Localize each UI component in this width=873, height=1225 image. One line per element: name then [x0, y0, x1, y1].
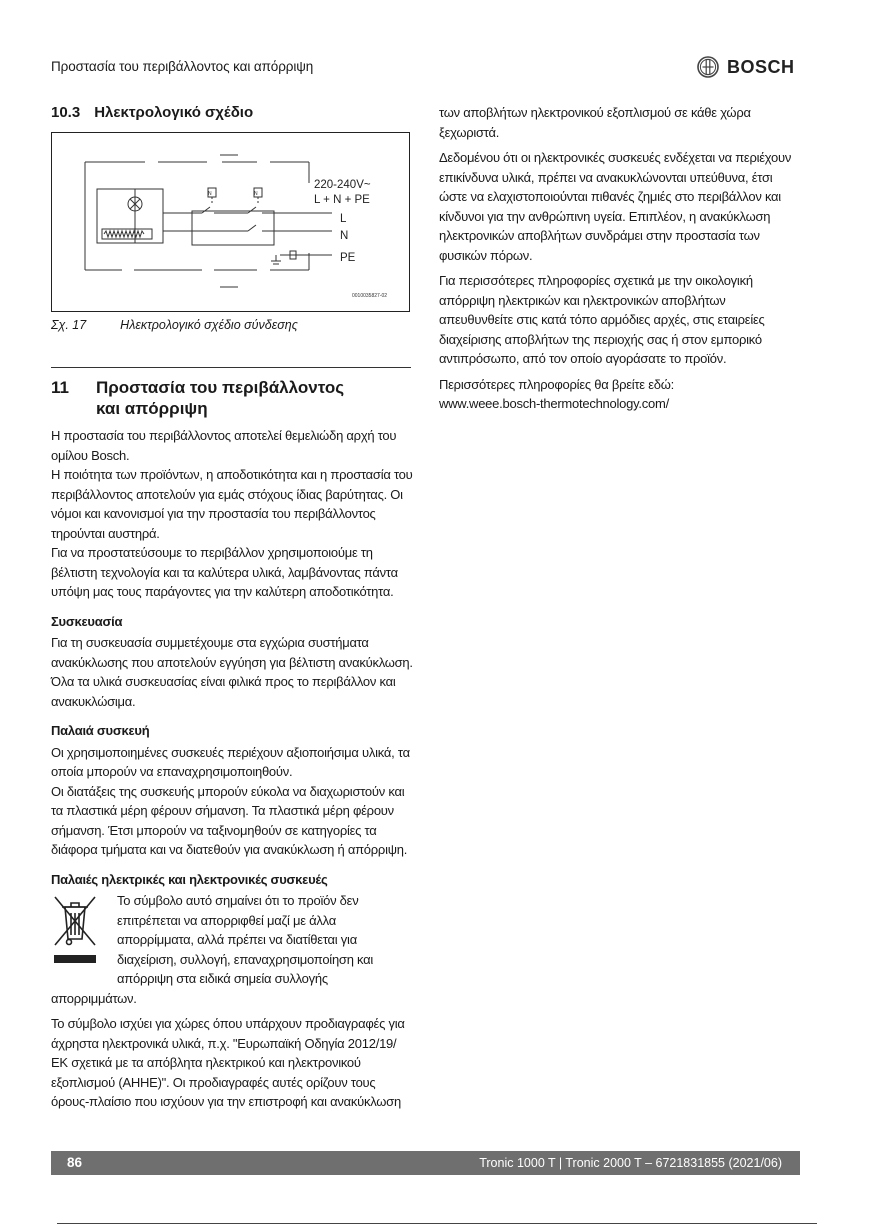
- terminal-n-label: N: [340, 230, 349, 242]
- more-info-label: Περισσότερες πληροφορίες θα βρείτε εδώ:: [439, 376, 674, 392]
- page-footer: [51, 1151, 800, 1175]
- terminal-l-label: L: [340, 213, 347, 225]
- bottom-rule: [57, 1223, 817, 1224]
- page-number: 86: [67, 1155, 83, 1170]
- wiring-diagram: [52, 133, 409, 311]
- weee-symbol-text: Το σύμβολο αυτό σημαίνει ότι το προϊόν δεν επιτρέπεται να απορριφθεί μαζί με άλλα απορρίμματα, αλλά πρέπει να διατίθεται για διαχείριση, συλλογή, επαναχρησιμοποίηση και απόρριψη στα ειδικά σημεία συλλογής: [117, 893, 374, 986]
- packaging-heading: Συσκευασία: [51, 613, 123, 629]
- paragraph: Οι χρησιμοποιημένες συσκευές περιέχουν αξιοποιήσιμα υλικά, τα οποία μπορούν να επαναχρησιμοποιηθούν.: [51, 744, 410, 779]
- figure-number: Σχ. 17: [51, 318, 87, 332]
- relay-label-1: N: [208, 191, 212, 197]
- running-header: Προστασία του περιβάλλοντος και απόρριψη: [51, 59, 314, 74]
- paragraph: Οι διατάξεις της συσκευής μπορούν εύκολα να διαχωριστούν και τα πλαστικά μέρη φέρουν σήμανση. Τα πλαστικά μέρη φέρουν σήμανση. Έτσι μπορούν να ταξινομηθούν σε κατηγορίες τα διάφορα τμήματα και να διατεθούν για ανακύκλωση ή απόρριψη.: [51, 783, 408, 857]
- figure-caption-text: Ηλεκτρολογικό σχέδιο σύνδεσης: [120, 318, 298, 332]
- section-title: Προστασία του περιβάλλοντος και απόρριψη: [96, 378, 345, 418]
- section-11-heading: [51, 377, 366, 419]
- old-device-heading: Παλαιά συσκευή: [51, 723, 150, 738]
- document-reference: Tronic 1000 T | Tronic 2000 T – 6721831855 (2021/06): [479, 1156, 782, 1170]
- right-column-body: [439, 103, 801, 414]
- figure-caption: [51, 318, 298, 332]
- bosch-logo: [697, 56, 795, 78]
- paragraph: Το σύμβολο ισχύει για χώρες όπου υπάρχουν προδιαγραφές για άχρηστα ηλεκτρονικά υλικά, π.χ. "Ευρωπαϊκή Οδηγία 2012/19/ ΕΚ σχετικά με τα απόβλητα ηλεκτρικού και ηλεκτρονικού εξοπλισμού (ΑΗΗΕ)". Οι προδιαγραφές αυτές ορίζουν τους όρους-πλαίσιο που ισχύουν για την επιστροφή και ανακύκλωση: [51, 1016, 405, 1109]
- section-title: Ηλεκτρολογικό σχέδιο: [94, 104, 254, 121]
- paragraph: Δεδομένου ότι οι ηλεκτρονικές συσκευές ενδέχεται να περιέχουν επικίνδυνα υλικά, πρέπει να ανακυκλώνονται υπεύθυνα, έτσι ώστε να ελαχιστοποιούνται πιθανές ζημιές στο περιβάλλον και κίνδυνοι για την ανθρώπινη υγεία. Επιπλέον, η ανακύκλωση ηλεκτρονικών αποβλήτων συνδράμει στην προστασία των φυσικών πόρων.: [439, 150, 792, 263]
- paragraph: Η ποιότητα των προϊόντων, η αποδοτικότητα και η προστασία του περιβάλλοντος αποτελούν για εμάς στόχους ίδιας βαρύτητας. Οι νόμοι και κανονισμοί για την προστασία του περιβάλλοντος τηρούνται αυστηρά.: [51, 467, 413, 541]
- wiring-diagram-figure: [51, 132, 410, 312]
- brand-name: BOSCH: [727, 56, 795, 77]
- section-number: 10.3: [51, 104, 81, 121]
- weee-link[interactable]: www.weee.bosch-thermotechnology.com/: [439, 396, 669, 411]
- weee-heading: Παλαιές ηλεκτρικές και ηλεκτρονικές συσκευές: [51, 871, 328, 887]
- bosch-armature-icon: [697, 56, 719, 78]
- supply-label: L + N + PE: [314, 194, 370, 206]
- paragraph: Για περισσότερες πληροφορίες σχετικά με την οικολογική απόρριψη ηλεκτρικών και ηλεκτρονικών αποβλήτων απευθυνθείτε στις κατά τόπο αρμόδιες αρχές, στις εταιρείες διαχείρισης αποβλήτων της περιοχής σας ή στον εμπορικό αντιπρόσωπο, από τον οποίο αγοράσατε το προϊόν.: [439, 273, 765, 366]
- terminal-pe-label: PE: [340, 252, 356, 264]
- crossed-bin-icon: [51, 891, 99, 989]
- paragraph: Για να προστατεύσουμε το περιβάλλον χρησιμοποιούμε τη βέλτιστη τεχνολογία και τα καλύτερα υλικά, λαμβάνοντας πάντα υπόψη μας τους παράγοντες για την καλύτερη αποδοτικότητα.: [51, 545, 398, 599]
- paragraph: Για τη συσκευασία συμμετέχουμε στα εγχώρια συστήματα ανακύκλωσης που αποτελούν εγγύηση για βέλτιστη ανακύκλωση. Όλα τα υλικά συσκευασίας είναι φιλικά προς το περιβάλλον και ανακυκλώσιμα.: [51, 635, 413, 709]
- voltage-label: 220-240V~: [314, 179, 371, 191]
- section-number: 11: [51, 378, 69, 397]
- section-divider: [51, 367, 411, 368]
- relay-label-2: N: [254, 191, 258, 197]
- paragraph: των αποβλήτων ηλεκτρονικού εξοπλισμού σε κάθε χώρα ξεχωριστά.: [439, 105, 751, 140]
- paragraph: απορριμμάτων.: [51, 990, 137, 1006]
- paragraph: Η προστασία του περιβάλλοντος αποτελεί θεμελιώδη αρχή του ομίλου Bosch.: [51, 428, 397, 463]
- weee-symbol-block: [51, 891, 413, 989]
- left-column-body: [51, 426, 413, 1118]
- section-10-3-heading: [51, 104, 253, 121]
- diagram-code: 0010035827-02: [352, 293, 388, 299]
